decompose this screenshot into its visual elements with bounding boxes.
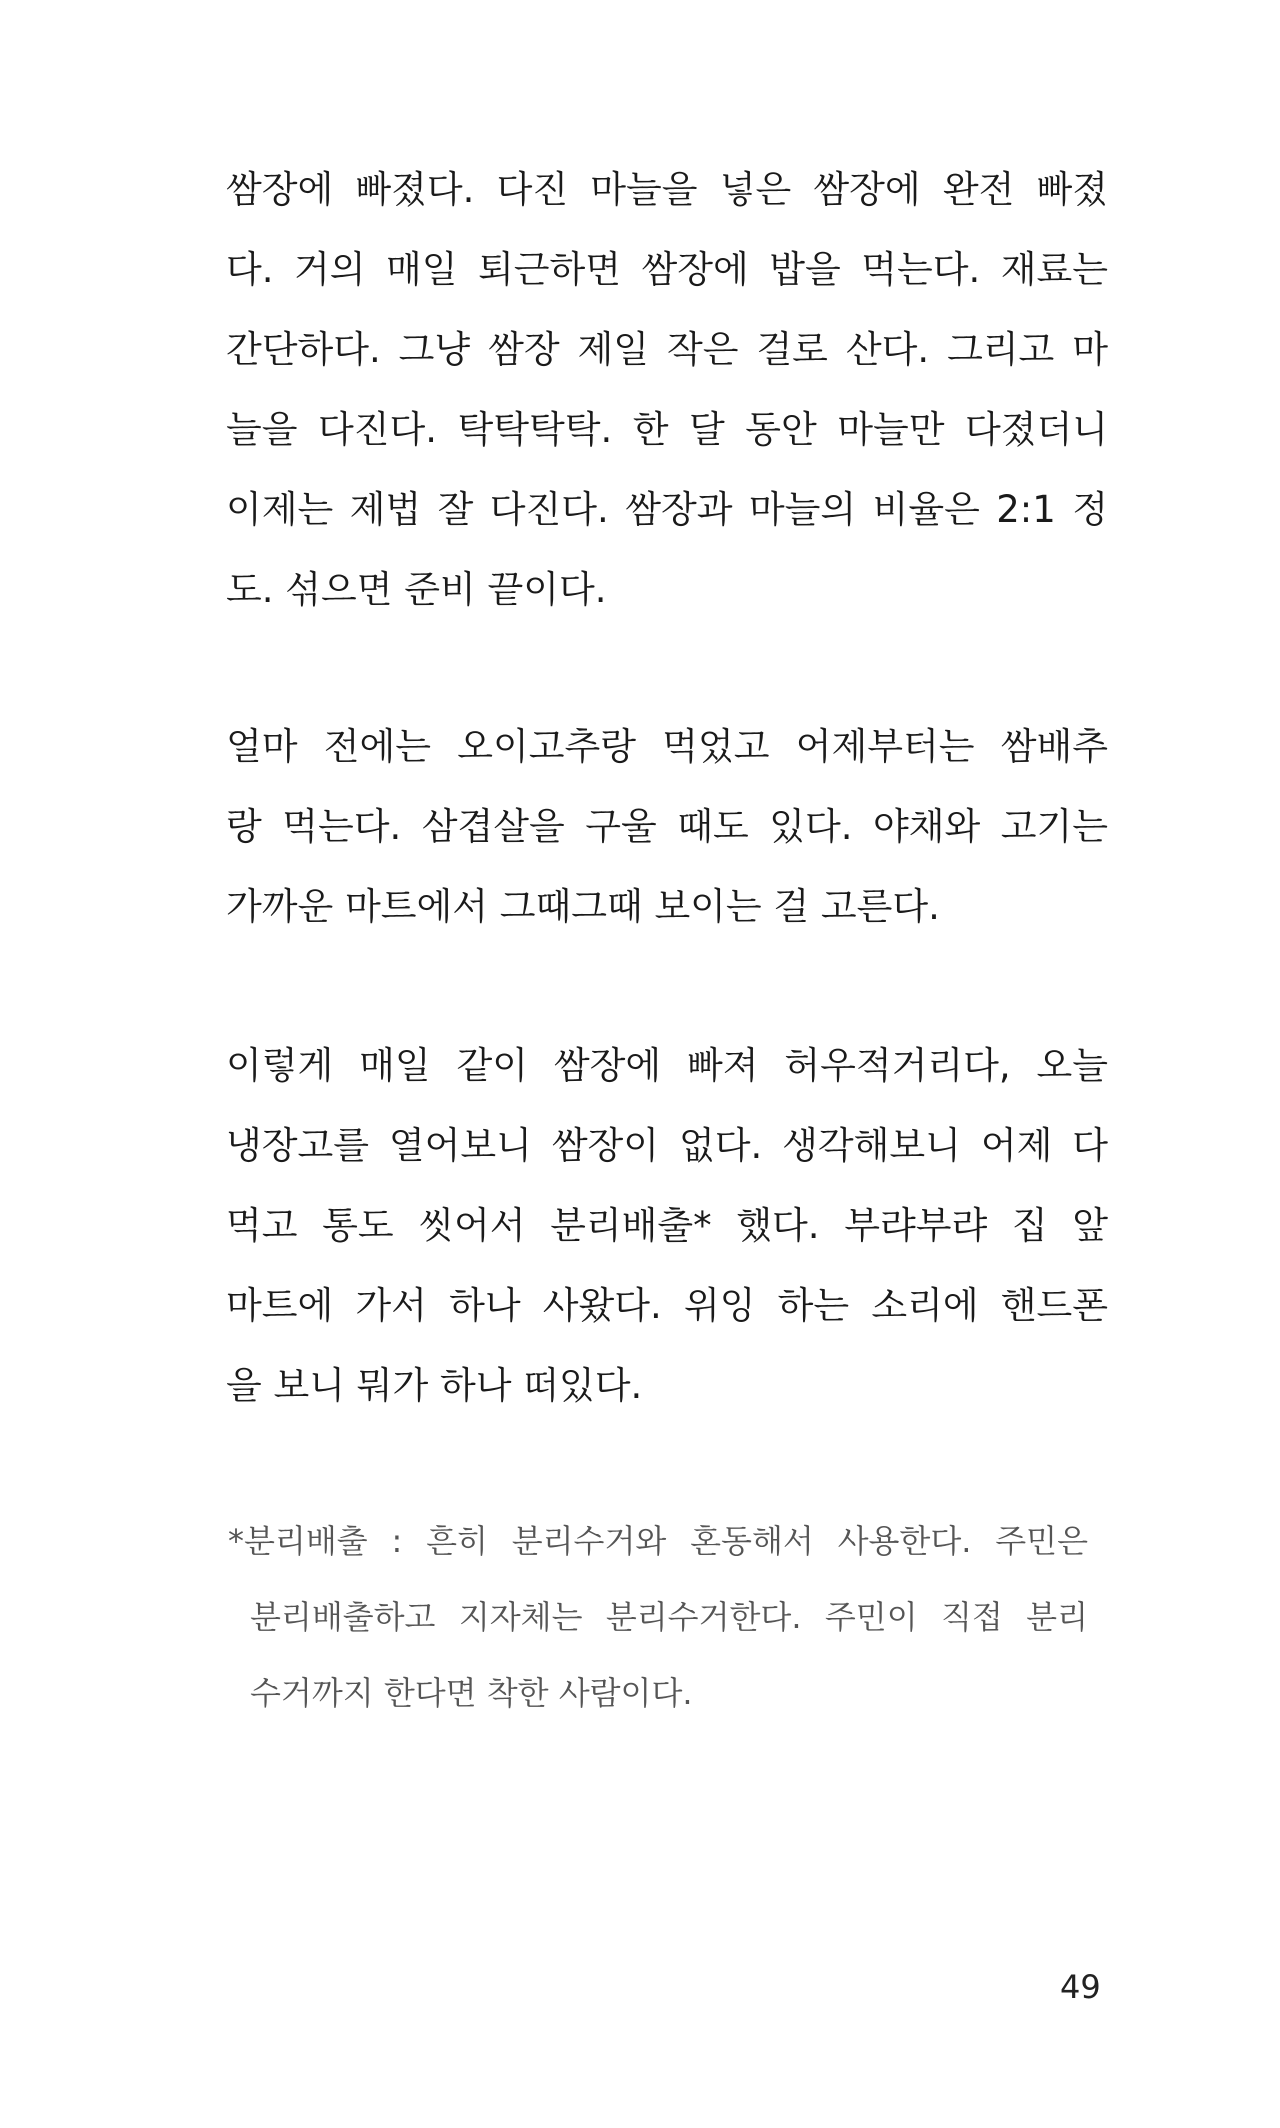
paragraph-1: [226, 150, 1108, 630]
paragraph-3: [226, 1026, 1108, 1426]
page-number: 49: [1060, 1968, 1101, 2006]
text-line: 랑 먹는다. 삼겹살을 구울 때도 있다. 야채와 고기는: [226, 805, 1108, 848]
footnote-line: 분리배출하고 지자체는 분리수거한다. 주민이 직접 분리: [250, 1598, 1088, 1636]
text-line: 얼마 전에는 오이고추랑 먹었고 어제부터는 쌈배추: [226, 725, 1108, 768]
text-line: 다. 거의 매일 퇴근하면 쌈장에 밥을 먹는다. 재료는: [226, 248, 1108, 291]
text-line: 이렇게 매일 같이 쌈장에 빠져 허우적거리다, 오늘: [226, 1044, 1108, 1087]
text-line: 간단하다. 그냥 쌈장 제일 작은 걸로 산다. 그리고 마: [226, 328, 1108, 371]
text-line: 늘을 다진다. 탁탁탁탁. 한 달 동안 마늘만 다졌더니: [226, 408, 1108, 451]
text-line: 도. 섞으면 준비 끝이다.: [226, 568, 607, 611]
text-line: 먹고 통도 씻어서 분리배출* 했다. 부랴부랴 집 앞: [226, 1204, 1108, 1247]
paragraph-2: [226, 707, 1108, 947]
footnote: [228, 1503, 1088, 1731]
text-line: 냉장고를 열어보니 쌈장이 없다. 생각해보니 어제 다: [226, 1124, 1108, 1167]
footnote-line: 수거까지 한다면 착한 사람이다.: [250, 1674, 693, 1712]
text-line: 이제는 제법 잘 다진다. 쌈장과 마늘의 비율은 2:1 정: [226, 488, 1108, 531]
text-line: 쌈장에 빠졌다. 다진 마늘을 넣은 쌈장에 완전 빠졌: [226, 168, 1108, 211]
text-line: 가까운 마트에서 그때그때 보이는 걸 고른다.: [226, 885, 940, 928]
footnote-line: *분리배출 : 흔히 분리수거와 혼동해서 사용한다. 주민은: [228, 1522, 1088, 1560]
text-line: 을 보니 뭐가 하나 떠있다.: [226, 1364, 643, 1407]
text-line: 마트에 가서 하나 사왔다. 위잉 하는 소리에 핸드폰: [226, 1284, 1108, 1327]
